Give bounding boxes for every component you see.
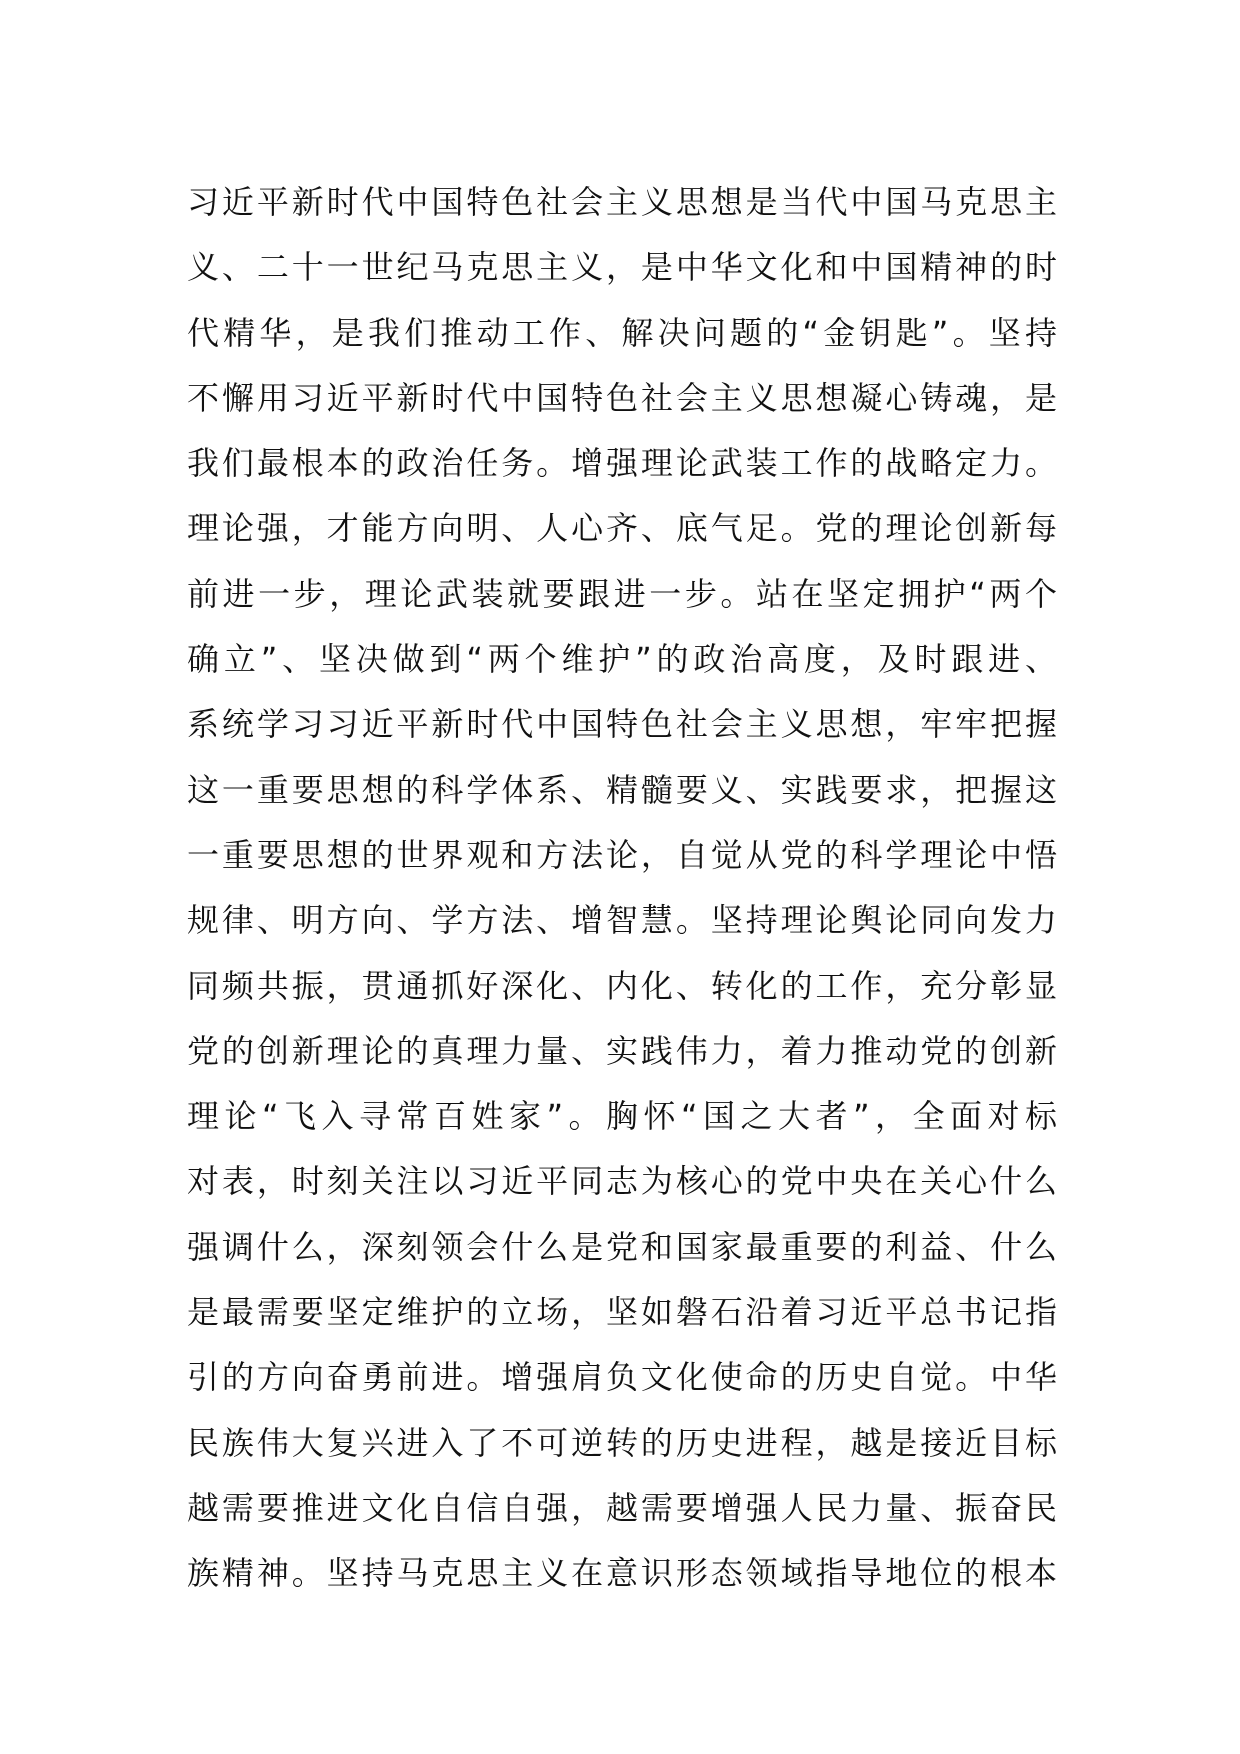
text-line: 理论“飞入寻常百姓家”。胸怀“国之大者”，全面对标 (187, 1097, 1057, 1136)
text-line: 习近平新时代中国特色社会主义思想是当代中国马克思主 (187, 183, 1057, 221)
text-line: 前进一步，理论武装就要跟进一步。站在坚定拥护“两个 (187, 574, 1057, 613)
text-line: 理论强，才能方向明、人心齐、底气足。党的理论创新每 (187, 509, 1057, 548)
text-line: 这一重要思想的科学体系、精髓要义、实践要求，把握这 (187, 770, 1057, 809)
text-line: 代精华，是我们推动工作、解决问题的“金钥匙”。坚持 (187, 313, 1057, 352)
text-line: 我们最根本的政治任务。增强理论武装工作的战略定力。 (187, 444, 1057, 483)
text-line: 一重要思想的世界观和方法论，自觉从党的科学理论中悟 (187, 835, 1057, 874)
text-line: 确立”、坚决做到“两个维护”的政治高度，及时跟进、 (187, 640, 1057, 679)
text-line: 引的方向奋勇前进。增强肩负文化使命的历史自觉。中华 (187, 1358, 1057, 1397)
text-line: 越需要推进文化自信自强，越需要增强人民力量、振奋民 (187, 1488, 1057, 1527)
text-line: 强调什么，深刻领会什么是党和国家最重要的利益、什么 (187, 1227, 1057, 1266)
text-line: 党的创新理论的真理力量、实践伟力，着力推动党的创新 (187, 1031, 1057, 1070)
text-line: 规律、明方向、学方法、增智慧。坚持理论舆论同向发力 (187, 901, 1057, 940)
text-line: 民族伟大复兴进入了不可逆转的历史进程，越是接近目标 (187, 1423, 1057, 1462)
text-line: 系统学习习近平新时代中国特色社会主义思想，牢牢把握 (187, 705, 1057, 744)
text-line: 不懈用习近平新时代中国特色社会主义思想凝心铸魂，是 (187, 378, 1057, 417)
body-text (187, 170, 1057, 1607)
text-line: 义、二十一世纪马克思主义，是中华文化和中国精神的时 (187, 248, 1057, 287)
text-line: 对表，时刻关注以习近平同志为核心的党中央在关心什么 (187, 1162, 1057, 1201)
text-line: 族精神。坚持马克思主义在意识形态领域指导地位的根本 (187, 1554, 1057, 1593)
text-line: 是最需要坚定维护的立场，坚如磐石沿着习近平总书记指 (187, 1293, 1057, 1332)
text-line: 同频共振，贯通抓好深化、内化、转化的工作，充分彰显 (187, 966, 1057, 1005)
